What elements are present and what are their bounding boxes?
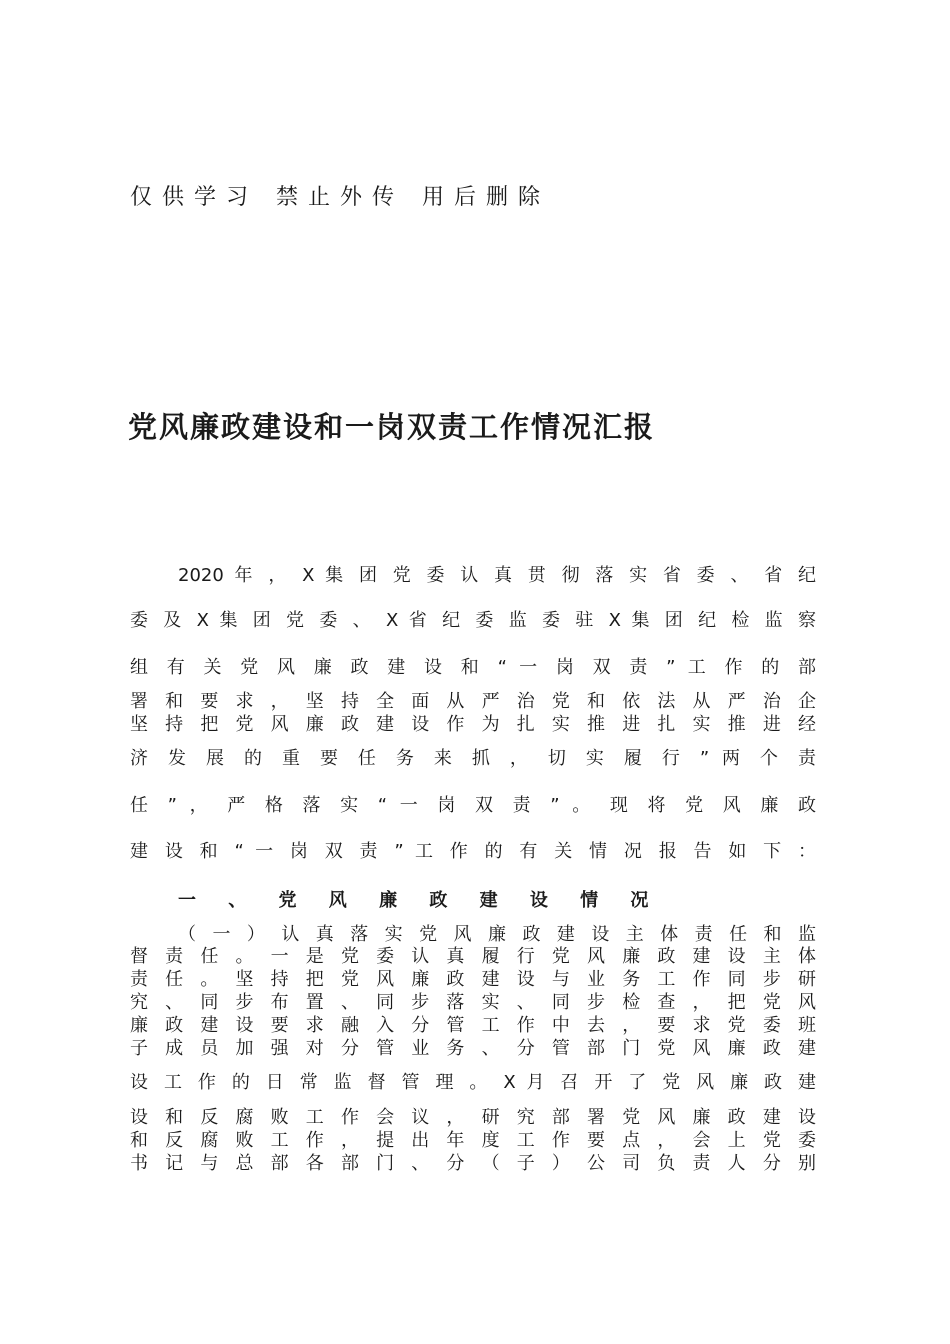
paragraph-1-line: 组 有 关 党 风 廉 政 建 设 和 “ 一 岗 双 责 ” 工 作 的 部 <box>130 657 816 678</box>
paragraph-1-line: 2020 年 ， X 集 团 党 委 认 真 贯 彻 落 实 省 委 、 省 纪 <box>178 565 816 586</box>
paragraph-1-line: 署 和 要 求 ， 坚 持 全 面 从 严 治 党 和 依 法 从 严 治 企 <box>130 691 816 712</box>
paragraph-2-line: 设 和 反 腐 败 工 作 会 议 ， 研 究 部 署 党 风 廉 政 建 设 <box>130 1107 816 1128</box>
notice-no-distribution: 禁止外传 <box>276 185 405 210</box>
paragraph-2-line: 子 成 员 加 强 对 分 管 业 务 、 分 管 部 门 党 风 廉 政 建 <box>130 1038 816 1059</box>
paragraph-2-line: （ 一 ） 认 真 落 实 党 风 廉 政 建 设 主 体 责 任 和 监 <box>178 924 816 945</box>
paragraph-1-line: 坚 持 把 党 风 廉 政 建 设 作 为 扎 实 推 进 扎 实 推 进 经 <box>130 714 816 735</box>
paragraph-1-line: 委 及 X 集 团 党 委 、 X 省 纪 委 监 委 驻 X 集 团 纪 检 监 察 <box>130 610 816 631</box>
paragraph-2-line: 书 记 与 总 部 各 部 门 、 分 （ 子 ） 公 司 负 责 人 分 别 <box>130 1153 816 1174</box>
notice-study-only: 仅供学习 <box>130 185 259 210</box>
paragraph-2-line: 究 、 同 步 布 置 、 同 步 落 实 、 同 步 检 查 ， 把 党 风 <box>130 992 816 1013</box>
paragraph-2-line: 督 责 任 。 一 是 党 委 认 真 履 行 党 风 廉 政 建 设 主 体 <box>130 946 816 967</box>
paragraph-1-line: 任 ” ， 严 格 落 实 “ 一 岗 双 责 ” 。 现 将 党 风 廉 政 <box>130 795 816 816</box>
confidentiality-notice <box>130 180 550 211</box>
notice-delete-after-use: 用后删除 <box>422 185 551 210</box>
paragraph-2-line: 廉 政 建 设 要 求 融 入 分 管 工 作 中 去 ， 要 求 党 委 班 <box>130 1015 816 1036</box>
paragraph-1-line: 建 设 和 “ 一 岗 双 责 ” 工 作 的 有 关 情 况 报 告 如 下 ： <box>130 841 816 862</box>
paragraph-2-line: 责 任 。 坚 持 把 党 风 廉 政 建 设 与 业 务 工 作 同 步 研 <box>130 969 816 990</box>
document-title: 党风廉政建设和一岗双责工作情况汇报 <box>128 410 656 444</box>
section-heading: 一 、 党 风 廉 政 建 设 情 况 <box>178 890 662 911</box>
paragraph-2-line: 设 工 作 的 日 常 监 督 管 理 。 X 月 召 开 了 党 风 廉 政 建 <box>130 1072 816 1093</box>
paragraph-2-line: 和 反 腐 败 工 作 ， 提 出 年 度 工 作 要 点 ， 会 上 党 委 <box>130 1130 816 1151</box>
paragraph-1-line: 济 发 展 的 重 要 任 务 来 抓 ， 切 实 履 行 ” 两 个 责 <box>130 748 816 769</box>
